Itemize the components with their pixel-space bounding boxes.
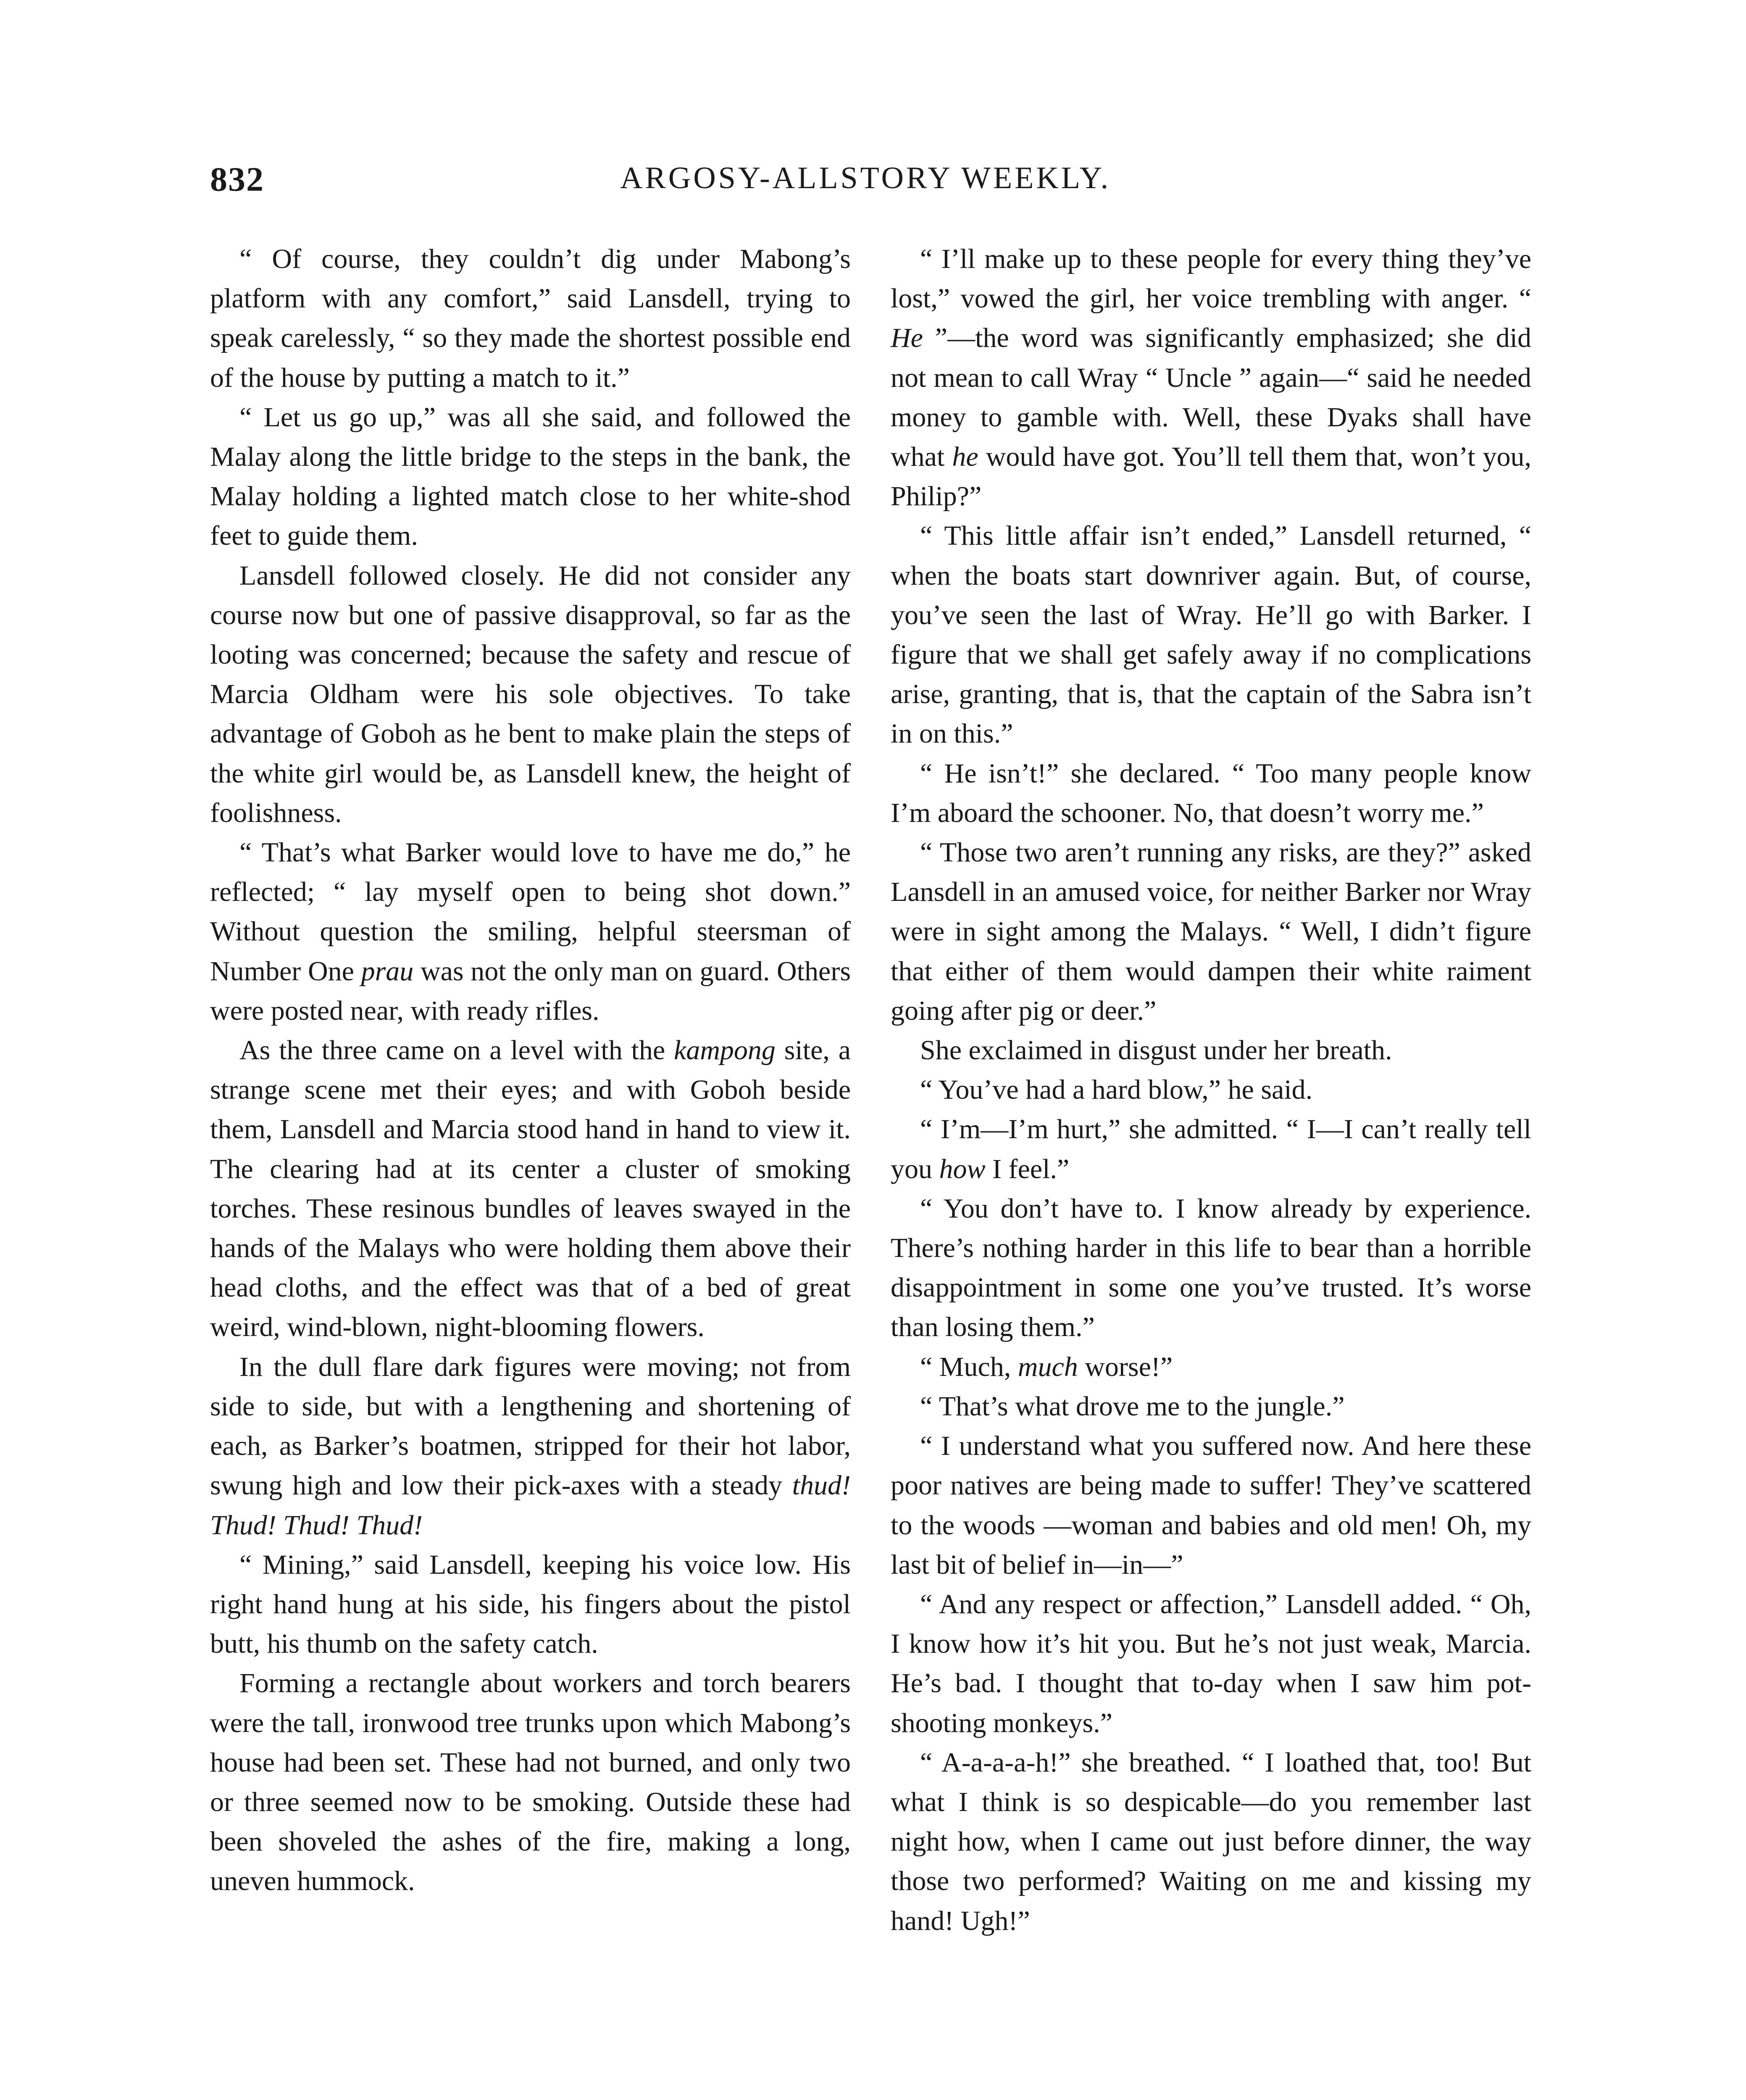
paragraph: “ And any respect or affection,” Lansdell added. “ Oh, I know how it’s hit you. But he’s not just weak, Marcia. He’s bad. I thought that to-day when I saw him pot-shooting monkeys.” [891,1588,1531,1738]
paragraph: “ A-a-a-a-h!” she breathed. “ I loathed that, too! But what I think is so despicable—do you remember last night how, when I came out just before dinner, the way those two performed? Waiting on me and kissing my hand! Ugh!” [891,1747,1531,1936]
right-column [891,239,1531,1941]
running-title: ARGOSY-ALLSTORY WEEKLY. [620,161,1111,195]
paragraph: Forming a rectangle about workers and torch bearers were the tall, ironwood tree trunks upon which Mabong’s house had been set. These had not burned, and only two or three seemed now to be smoking. Outside these had been shoveled the ashes of the fire, making a long, uneven hummock. [210,1668,851,1897]
paragraph: “ I’m—I’m hurt,” she admitted. “ I—I can’t really tell you how I feel.” [891,1114,1531,1184]
paragraph: “ Those two aren’t running any risks, are they?” asked Lansdell in an amused voice, for neither Barker nor Wray were in sight among the Malays. “ Well, I didn’t figure that either of them would dampen their white raiment going after pig or deer.” [891,837,1531,1026]
paragraph: “ Let us go up,” was all she said, and followed the Malay along the little bridge to the steps in the bank, the Malay holding a lighted match close to her white-shod feet to guide them. [210,402,851,551]
paragraph: “ That’s what Barker would love to have me do,” he reflected; “ lay myself open to being shot down.” Without question the smiling, helpful steersman of Number One prau was not the only man on guard. Others were posted near, with ready rifles. [210,837,851,1026]
paragraph: As the three came on a level with the kampong site, a strange scene met their eyes; and with Goboh beside them, Lansdell and Marcia stood hand in hand to view it. The clearing had at its center a cluster of smoking torches. These resinous bundles of leaves swayed in the hands of the Malays who were holding them above their head cloths, and the effect was that of a bed of great weird, wind-blown, night-blooming flowers. [210,1035,851,1343]
paragraph: “ I understand what you suffered now. And here these poor natives are being made to suffer! They’ve scattered to the woods —woman and babies and old men! Oh, my last bit of belief in—in—” [891,1431,1531,1580]
paragraph: “ You’ve had a hard blow,” he said. [920,1074,1313,1105]
paragraph: “ He isn’t!” she declared. “ Too many people know I’m aboard the schooner. No, that doesn’t worry me.” [891,758,1531,828]
paragraph: “ Of course, they couldn’t dig under Mabong’s platform with any comfort,” said Lansdell, trying to speak carelessly, “ so they made the shortest possible end of the house by putting a match to it.” [210,244,851,393]
paragraph: “ That’s what drove me to the jungle.” [920,1391,1345,1422]
paragraph: “ This little affair isn’t ended,” Lansdell returned, “ when the boats start downriver again. But, of course, you’ve seen the last of Wray. He’ll go with Barker. I figure that we shall get safely away if no complications arise, granting, that is, that the captain of the Sabra isn’t in on this.” [891,520,1531,749]
paragraph: “ Much, much worse!” [920,1351,1173,1382]
page-number: 832 [210,160,264,198]
paragraph: Lansdell followed closely. He did not consider any course now but one of passive disapproval, so far as the looting was concerned; because the safety and rescue of Marcia Oldham were his sole objectives. To take advantage of Goboh as he bent to make plain the steps of the white girl would be, as Lansdell knew, the height of foolishness. [210,560,851,828]
left-column [210,239,851,1901]
paragraph: She exclaimed in disgust under her breath. [920,1035,1392,1066]
paragraph: “ You don’t have to. I know already by experience. There’s nothing harder in this life to bear than a horrible disappointment in some one you’ve trusted. It’s worse than losing them.” [891,1193,1531,1343]
paragraph: “ Mining,” said Lansdell, keeping his voice low. His right hand hung at his side, his fingers about the pistol butt, his thumb on the safety catch. [210,1549,851,1659]
page-header [210,160,1521,214]
paragraph: “ I’ll make up to these people for every thing they’ve lost,” vowed the girl, her voice trembling with anger. “ He ”—the word was significantly emphasized; she did not mean to call Wray “ Uncle ” again—“ said he needed money to gamble with. Well, these Dyaks shall have what he would have got. You’ll tell them that, won’t you, Philip?” [891,244,1532,512]
paragraph: In the dull flare dark figures were moving; not from side to side, but with a lengthening and shortening of each, as Barker’s boatmen, stripped for their hot labor, swung high and low their pick-axes with a steady thud! Thud! Thud! Thud! [210,1351,851,1541]
